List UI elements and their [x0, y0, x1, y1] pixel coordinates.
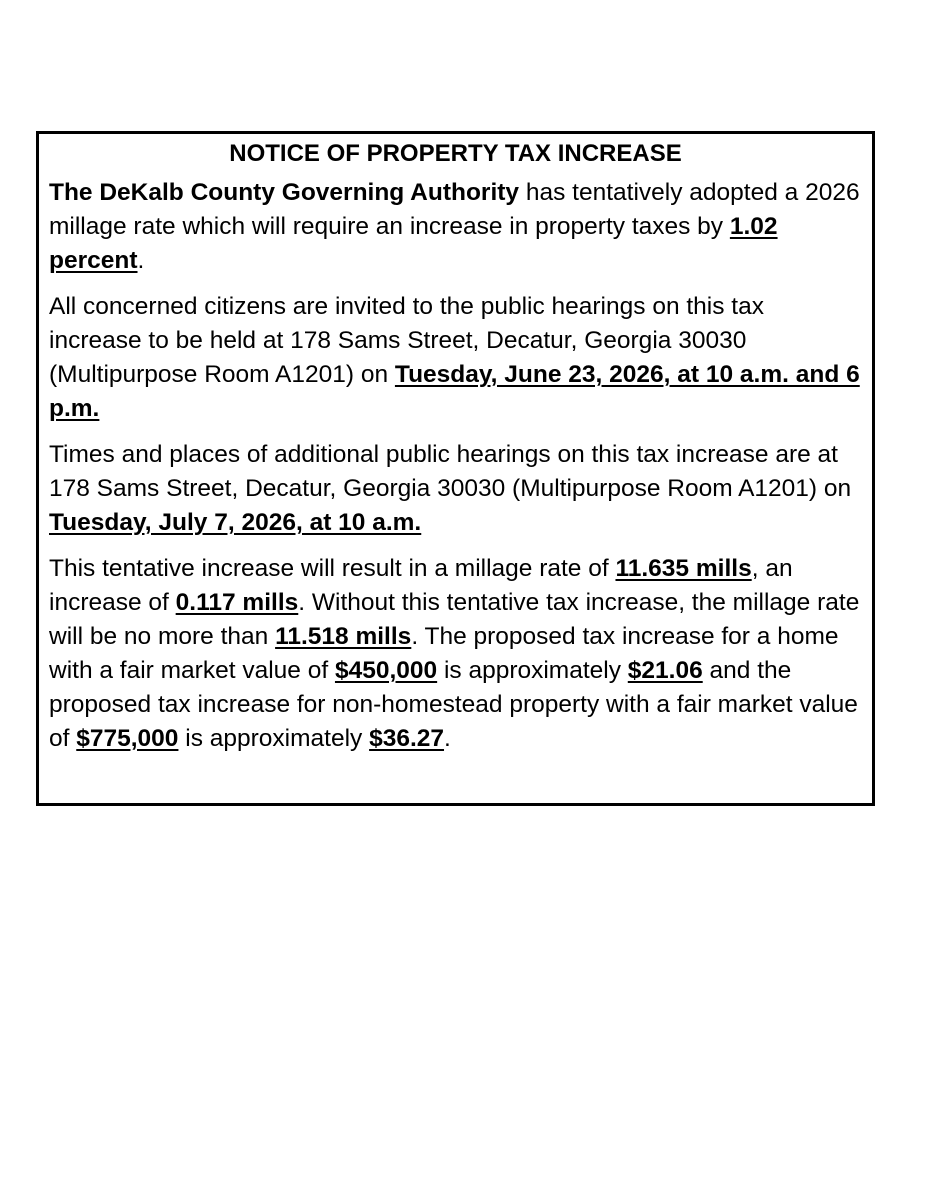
paragraph-adoption [49, 176, 862, 278]
nonhomestead-tax-increase: $36.27 [369, 725, 445, 752]
millage-text-e: is approximately [437, 657, 628, 684]
millage-text-f: and the proposed tax increase for non-homestead property with a fair market value of [49, 657, 858, 752]
adoption-text-end: . [137, 247, 145, 274]
millage-text-d: . The proposed tax increase for a home with a fair market value of [49, 623, 839, 684]
additional-hearings-text: Times and places of additional public hearings on this tax increase are at 178 Sams Street, Decatur, Georgia 30030 (Multipurpose Room A1201) on [49, 441, 852, 502]
millage-increase: 0.117 mills [175, 589, 299, 616]
hearings-text: All concerned citizens are invited to the public hearings on this tax increase to be held at 178 Sams Street, Decatur, Georgia 30030 (Multipurpose Room A1201) on [49, 293, 764, 388]
home-market-value: $450,000 [334, 657, 438, 684]
paragraph-public-hearings [49, 290, 862, 426]
rollback-millage-rate: 11.518 mills [275, 623, 412, 650]
hearing-date-july: Tuesday, July 7, 2026, at 10 a.m. [49, 509, 422, 536]
notice-box [36, 131, 875, 806]
home-tax-increase: $21.06 [627, 657, 703, 684]
notice-title: NOTICE OF PROPERTY TAX INCREASE [229, 140, 682, 167]
millage-text-c: . Without this tentative tax increase, the millage rate will be no more than [49, 589, 860, 650]
adoption-text: has tentatively adopted a 2026 millage rate which will require an increase in property taxes by [49, 179, 860, 240]
millage-text-h: . [444, 725, 451, 752]
hearing-date-june: Tuesday, June 23, 2026, at 10 a.m. and 6 p.m. [49, 361, 860, 422]
new-millage-rate: 11.635 mills [615, 555, 752, 582]
millage-text-g: is approximately [178, 725, 370, 752]
nonhomestead-market-value: $775,000 [76, 725, 179, 752]
paragraph-millage-details [49, 552, 862, 756]
governing-authority: The DeKalb County Governing Authority [49, 179, 520, 206]
increase-percent: 1.02 percent [49, 213, 778, 274]
millage-text-a: This tentative increase will result in a millage rate of [49, 555, 616, 582]
paragraph-additional-hearings [49, 438, 862, 540]
millage-text-b: , an increase of [49, 555, 793, 616]
